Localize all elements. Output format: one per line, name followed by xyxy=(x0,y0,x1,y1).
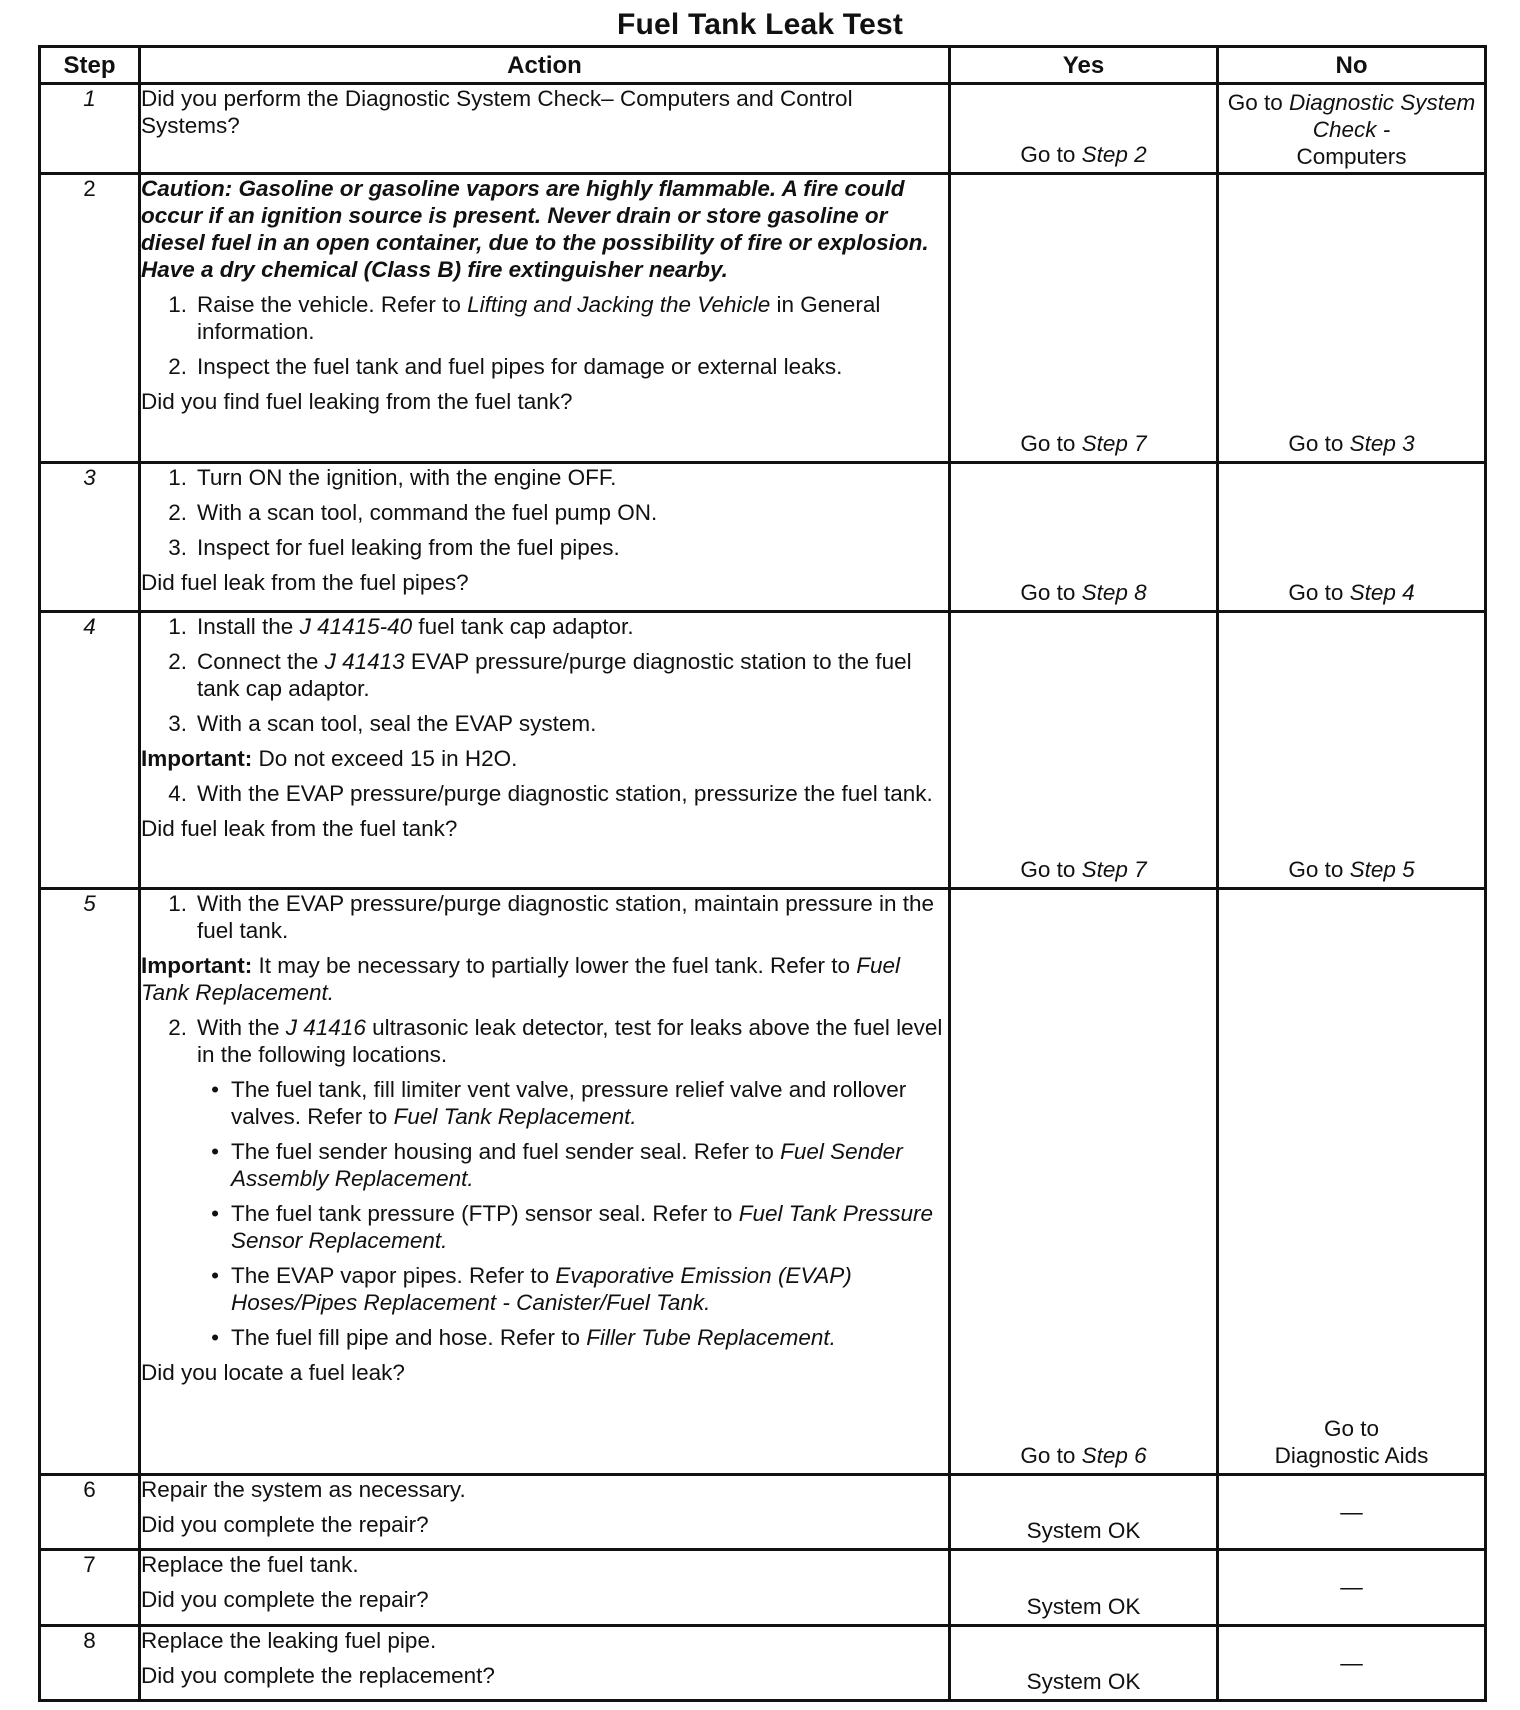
question: Did fuel leak from the fuel pipes? xyxy=(141,570,469,596)
yes-cell xyxy=(950,612,1218,889)
table-row-step-5 xyxy=(40,889,1486,1474)
tool-reference: J 41413 xyxy=(324,649,405,675)
list-item: 2. With the J 41416 ultrasonic leak detector, test for leaks above the fuel level in the following locations. xyxy=(168,1015,943,1068)
step-number: 2 xyxy=(40,173,140,463)
header-step: Step xyxy=(40,47,140,84)
no-cell xyxy=(1218,889,1486,1474)
bullet-item: • The fuel sender housing and fuel sender seal. Refer to Fuel Sender Assembly Replacement. xyxy=(211,1139,903,1192)
fuel-sender-replacement-link[interactable]: Fuel Sender Assembly Replacement. xyxy=(231,1139,903,1192)
step-link[interactable]: Step 4 xyxy=(1349,580,1415,606)
question: Did you find fuel leaking from the fuel tank? xyxy=(141,388,573,414)
yes-answer: Go to Step 7 xyxy=(1020,431,1147,457)
diagnostic-table xyxy=(38,45,1487,1702)
important-note: Important: It may be necessary to partially lower the fuel tank. Refer to Fuel Tank Replacement. xyxy=(141,953,901,1006)
bullet-item: • The EVAP vapor pipes. Refer to Evaporative Emission (EVAP) Hoses/Pipes Replacement - Canister/Fuel Tank. xyxy=(211,1263,852,1316)
table-row-step-3 xyxy=(40,463,1486,612)
no-cell xyxy=(1218,173,1486,463)
no-answer: — xyxy=(1340,1499,1363,1525)
action-cell xyxy=(140,612,950,889)
lifting-jacking-link[interactable]: Lifting and Jacking the Vehicle xyxy=(467,291,771,317)
question: Did you perform the Diagnostic System Check– Computers and Control Systems? xyxy=(141,86,853,138)
step-number: 6 xyxy=(40,1474,140,1549)
list-item: 2. Inspect the fuel tank and fuel pipes for damage or external leaks. xyxy=(168,353,843,379)
question: Did you complete the replacement? xyxy=(141,1662,495,1688)
yes-answer: Go to Step 7 xyxy=(1020,857,1147,883)
document-title: Fuel Tank Leak Test xyxy=(616,8,904,41)
question: Did you locate a fuel leak? xyxy=(141,1360,405,1386)
step-link[interactable]: Step 8 xyxy=(1081,580,1147,606)
instruction: Repair the system as necessary. xyxy=(141,1476,466,1502)
pressure-sensor-replacement-link[interactable]: Fuel Tank Pressure Sensor Replacement. xyxy=(231,1201,933,1254)
yes-answer: System OK xyxy=(1026,1669,1141,1694)
list-item: 1. Raise the vehicle. Refer to Lifting and Jacking the Vehicle in General information. xyxy=(168,291,881,344)
no-cell xyxy=(1218,1625,1486,1700)
ordered-list xyxy=(141,613,948,737)
step-link[interactable]: Step 5 xyxy=(1349,857,1415,883)
caution-note: Caution: Gasoline or gasoline vapors are highly flammable. A fire could occur if an ignition source is present. Never drain or store gasoline or diesel fuel in an open container, due to the possibility of fire or explosion. Have a dry chemical (Class B) fire extinguisher nearby. xyxy=(141,175,929,282)
yes-cell xyxy=(950,1474,1218,1549)
evap-hoses-replacement-link[interactable]: Evaporative Emission (EVAP) Hoses/Pipes Replacement - Canister/Fuel Tank. xyxy=(231,1263,852,1316)
no-answer: Go to Diagnostic Aids xyxy=(1274,1415,1429,1468)
ordered-list xyxy=(141,291,948,380)
ordered-list xyxy=(141,780,948,807)
yes-cell xyxy=(950,84,1218,174)
diagnostic-aids-link[interactable]: Diagnostic Aids xyxy=(1274,1442,1429,1468)
list-item: 1. Install the J 41415-40 fuel tank cap adaptor. xyxy=(168,614,634,640)
action-cell xyxy=(140,173,950,463)
header-action: Action xyxy=(140,47,950,84)
step-number: 8 xyxy=(40,1625,140,1700)
yes-answer: Go to Step 2 xyxy=(1020,141,1147,167)
tool-reference: J 41415-40 xyxy=(299,614,413,640)
instruction: Replace the fuel tank. xyxy=(141,1552,359,1578)
question: Did fuel leak from the fuel tank? xyxy=(141,816,458,842)
yes-cell xyxy=(950,463,1218,612)
list-item: 3. Inspect for fuel leaking from the fuel pipes. xyxy=(168,535,620,561)
action-cell xyxy=(140,1550,950,1625)
header-no: No xyxy=(1218,47,1486,84)
list-item: 1. With the EVAP pressure/purge diagnostic station, maintain pressure in the fuel tank. xyxy=(168,891,935,944)
yes-answer: Go to Step 8 xyxy=(1020,580,1147,606)
action-cell xyxy=(140,1474,950,1549)
list-item: 2. With a scan tool, command the fuel pump ON. xyxy=(168,500,658,526)
yes-cell xyxy=(950,173,1218,463)
list-item: 4. With the EVAP pressure/purge diagnostic station, pressurize the fuel tank. xyxy=(168,781,933,807)
no-cell xyxy=(1218,1550,1486,1625)
header-yes: Yes xyxy=(950,47,1218,84)
bullet-item: • The fuel tank pressure (FTP) sensor seal. Refer to Fuel Tank Pressure Sensor Replacement. xyxy=(211,1201,933,1254)
table-row-step-7 xyxy=(40,1550,1486,1625)
no-cell xyxy=(1218,612,1486,889)
yes-answer: System OK xyxy=(1026,1593,1141,1619)
step-link[interactable]: Step 7 xyxy=(1081,431,1147,457)
no-cell xyxy=(1218,84,1486,174)
table-row-step-8 xyxy=(40,1625,1486,1700)
bullet-item: • The fuel fill pipe and hose. Refer to Filler Tube Replacement. xyxy=(211,1325,836,1351)
list-item: 1. Turn ON the ignition, with the engine OFF. xyxy=(168,465,617,491)
list-item: 2. Connect the J 41413 EVAP pressure/purge diagnostic station to the fuel tank cap adaptor. xyxy=(168,649,912,702)
step-link[interactable]: Step 3 xyxy=(1349,431,1415,457)
table-row-step-2 xyxy=(40,173,1486,463)
bullet-item: • The fuel tank, fill limiter vent valve, pressure relief valve and rollover valves. Refer to Fuel Tank Replacement. xyxy=(211,1077,907,1130)
action-cell xyxy=(140,463,950,612)
step-number: 5 xyxy=(40,889,140,1474)
step-number: 7 xyxy=(40,1550,140,1625)
table-row-step-1 xyxy=(40,84,1486,174)
step-link[interactable]: Step 6 xyxy=(1081,1442,1147,1468)
table-row-step-4 xyxy=(40,612,1486,889)
yes-answer: Go to Step 6 xyxy=(1020,1442,1147,1468)
bullet-list xyxy=(141,1076,948,1351)
action-cell xyxy=(140,84,950,174)
fuel-tank-replacement-link[interactable]: Fuel Tank Replacement. xyxy=(393,1104,637,1130)
important-note: Important: Do not exceed 15 in H2O. xyxy=(141,746,518,772)
question: Did you complete the repair? xyxy=(141,1587,429,1613)
no-answer: — xyxy=(1340,1650,1363,1676)
yes-cell xyxy=(950,889,1218,1474)
tool-reference: J 41416 xyxy=(285,1015,366,1041)
yes-answer: System OK xyxy=(1026,1518,1141,1544)
step-number: 1 xyxy=(40,84,140,174)
step-number: 3 xyxy=(40,463,140,612)
step-number: 4 xyxy=(40,612,140,889)
no-cell xyxy=(1218,463,1486,612)
ordered-list xyxy=(141,1014,948,1068)
step-link[interactable]: Step 7 xyxy=(1081,857,1147,883)
action-cell xyxy=(140,889,950,1474)
filler-tube-replacement-link[interactable]: Filler Tube Replacement. xyxy=(586,1325,836,1351)
diagnostic-system-check-link[interactable]: Diagnostic System Check - xyxy=(1288,90,1476,142)
instruction: Replace the leaking fuel pipe. xyxy=(141,1627,437,1653)
ordered-list xyxy=(141,464,948,561)
ordered-list xyxy=(141,890,948,944)
no-answer: Go to Step 3 xyxy=(1288,431,1415,457)
step-link[interactable]: Step 2 xyxy=(1081,141,1147,167)
question: Did you complete the repair? xyxy=(141,1511,429,1537)
no-answer: Go to Step 4 xyxy=(1288,580,1415,606)
no-answer: Go to Step 5 xyxy=(1288,857,1415,883)
no-cell xyxy=(1218,1474,1486,1549)
no-answer: Go to Diagnostic System Check - Computers xyxy=(1227,90,1476,169)
yes-cell xyxy=(950,1625,1218,1700)
action-cell xyxy=(140,1625,950,1700)
no-answer: — xyxy=(1340,1574,1363,1600)
table-row-step-6 xyxy=(40,1474,1486,1549)
list-item: 3. With a scan tool, seal the EVAP system. xyxy=(168,711,597,737)
yes-cell xyxy=(950,1550,1218,1625)
header-row xyxy=(40,47,1486,84)
fuel-tank-replacement-link[interactable]: Fuel Tank Replacement. xyxy=(141,953,901,1006)
